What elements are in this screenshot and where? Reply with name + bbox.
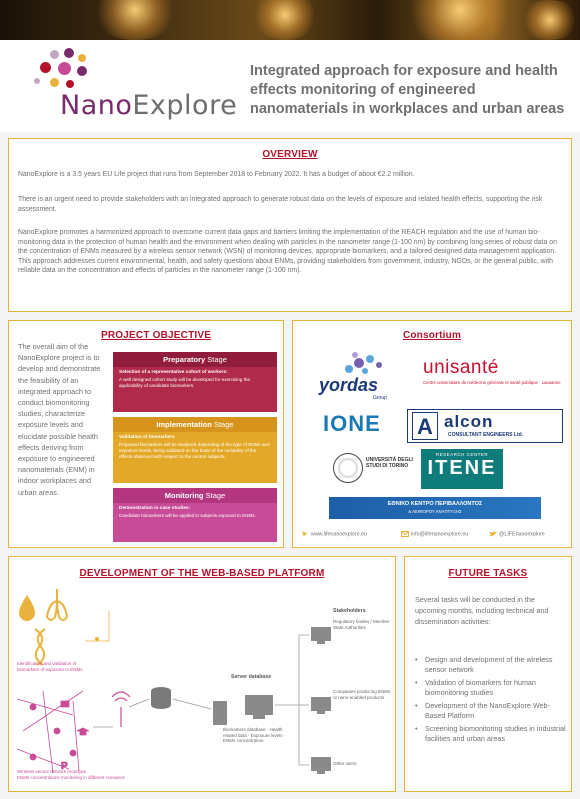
- droplet-icon: [19, 595, 35, 621]
- cursor-icon: [301, 531, 309, 537]
- server-computer-icon: [213, 695, 273, 725]
- list-item: • Validation of biomarkers for human biomonitoring studies: [415, 678, 567, 698]
- header-photo-banner: [0, 0, 580, 40]
- web-platform-section: [8, 556, 396, 792]
- stage-body: Candidate biomarkers will be applied in subjects exposed to ENMs.: [119, 513, 256, 518]
- stage-subtitle: Demonstration in case studies:: [119, 506, 191, 511]
- mail-icon: [401, 531, 409, 537]
- antenna-icon: [112, 692, 130, 727]
- stage-body: A well designed cohort study will be developed for exercising the applicability of candidate biomarkers.: [119, 377, 250, 388]
- unito-logo: UNIVERSITÀ DEGLI STUDI DI TORINO: [333, 451, 413, 491]
- svg-text:P: P: [61, 761, 68, 772]
- list-item: • Design and development of the wireless sensor network: [415, 655, 567, 675]
- list-item: • Development of the NanoExplore Web-Based Platform: [415, 701, 567, 721]
- future-tasks-section: [404, 556, 572, 792]
- stage-subtitle: Selection of a representative cohort of workers:: [119, 370, 228, 375]
- future-tasks-list: [415, 655, 567, 747]
- consortium-title: Consortium: [402, 330, 462, 341]
- unito-seal-icon: [333, 453, 363, 483]
- overview-paragraph-3: NanoExplore promotes a harmonized approach to overcome current data gaps and barriers limiting the implementation of the REACH regulation and the use of human bio-monitoring data in the protection of human health and the environment when dealing with particles in the nanometer range (1-100 nm) by combining long series of robust data on the concentration of ENMs measured by a wireless sensor network (WSN) of monitoring devices, appropriate biomarkers, and a tailored designed data management application. This approach addresses current environmental, health, and safety questions about ENMs, providing stakeholders from government, industry, NGOs, or the general public, with reliable data on the concentration and effects of particles in the nanometer range (1-100 nm).: [18, 229, 557, 275]
- biomarkers-label: Identification and validation of biomarkers of exposure to ENMs: [17, 661, 83, 672]
- overview-title: OVERVIEW: [262, 149, 318, 160]
- stage-header: Monitoring Stage: [113, 488, 277, 503]
- overview-section: [8, 138, 572, 312]
- dna-icon: [35, 629, 45, 665]
- platform-diagram: [13, 581, 391, 789]
- objective-title: PROJECT OBJECTIVE: [101, 330, 212, 341]
- stakeholder-other-label: Other users: [333, 761, 357, 766]
- twitter-link[interactable]: @LIFEnanoexplore: [489, 531, 545, 537]
- ekpa-logo: ΕΘΝΙΚΟ ΚΕΝΤΡΟ ΠΕΡΙΒΑΛΛΟΝΤΟΣ & ΑΕΙΦΟΡΟΥ ΑΝΑΠΤΥΞΗΣ: [329, 497, 541, 519]
- wsn-monitoring-label: ENMs concentrations monitoring in different scenarios: [17, 775, 125, 780]
- header: [0, 40, 580, 132]
- stakeholder-companies-label: Companies producing ENMs or nano-enabled products: [333, 689, 391, 700]
- project-objective-section: [8, 320, 284, 548]
- consortium-section: [292, 320, 572, 548]
- server-items-label: Biomarkers database · Health related data · Exposure levels · ENMs concentration: [223, 727, 286, 743]
- stakeholder-regulatory-label: Regulatory bodies / Member State Authorities: [333, 619, 390, 630]
- future-tasks-intro: Several tasks will be conducted in the upcoming months, including technical and dissemination activities:: [415, 595, 549, 626]
- alcon-logo: A alcon CONSULTANT ENGINEERS Ltd.: [407, 409, 563, 443]
- lungs-icon: [47, 589, 67, 620]
- nanoexplore-logo: [20, 48, 250, 128]
- yordas-logo: yordas Group: [319, 351, 415, 399]
- stage-body: Proposed biomarkers will be analysed depending of the type of ENMs and exposure levels, being validated on the basis of the variability of the effects observed with respect to the control subjects.: [119, 442, 270, 459]
- monitoring-stage-card: [113, 488, 277, 542]
- stage-subtitle: Validation of biomarkers: [119, 435, 175, 440]
- preparatory-stage-card: [113, 352, 277, 412]
- objective-text: The overall aim of the NanoExplore project is to develop and demonstrate the feasibility of an integrated approach to conduct biomonitoring studies, characterize exposure levels and elucidate possible health effects deriving from exposure to engineered nanomaterials (ENM) in indoor workplaces and urban areas.: [18, 342, 101, 497]
- stage-header: Preparatory Stage: [113, 352, 277, 367]
- server-database-label: Server database: [231, 674, 272, 680]
- future-tasks-title: FUTURE TASKS: [448, 568, 528, 579]
- stage-header: Implementation Stage: [113, 417, 277, 432]
- ione-logo: IONE: [323, 411, 381, 436]
- platform-title: DEVELOPMENT OF THE WEB-BASED PLATFORM: [79, 568, 325, 579]
- overview-paragraph-2: There is an urgent need to provide stakeholders with an integrated approach to generate robust data on the levels of exposure and related health effects, supporting the risk assessment.: [18, 196, 543, 213]
- page-title: Integrated approach for exposure and health effects monitoring of engineered nanomaterials in workplaces and urban areas: [250, 63, 565, 117]
- overview-paragraph-1: NanoExplore is a 3.5 years EU Life project that runs from September 2018 to February 2022. It has a budget of about €2.2 million.: [18, 171, 415, 178]
- database-icon: [151, 687, 171, 709]
- wsn-label: Wireless sensor network prototype: [17, 769, 87, 774]
- logo-wordmark: NanoExplore: [60, 90, 238, 121]
- twitter-icon: [489, 531, 497, 537]
- client-computer-icons: [311, 627, 331, 774]
- stakeholders-label: Stakeholders: [333, 608, 366, 614]
- implementation-stage-card: [113, 417, 277, 483]
- itene-logo: RESEARCH CENTER ITENE: [421, 449, 503, 489]
- website-link[interactable]: www.lifenanoexplore.eu: [301, 531, 367, 537]
- email-link[interactable]: info@lifenanoexplore.eu: [401, 531, 468, 537]
- unisante-logo: unisanté Centre universitaire de médecine générale et santé publique · Lausanne: [423, 357, 561, 385]
- city-map-icon: [17, 691, 89, 773]
- list-item: • Screening biomonitoring studies in industrial facilities and urban areas: [415, 724, 567, 744]
